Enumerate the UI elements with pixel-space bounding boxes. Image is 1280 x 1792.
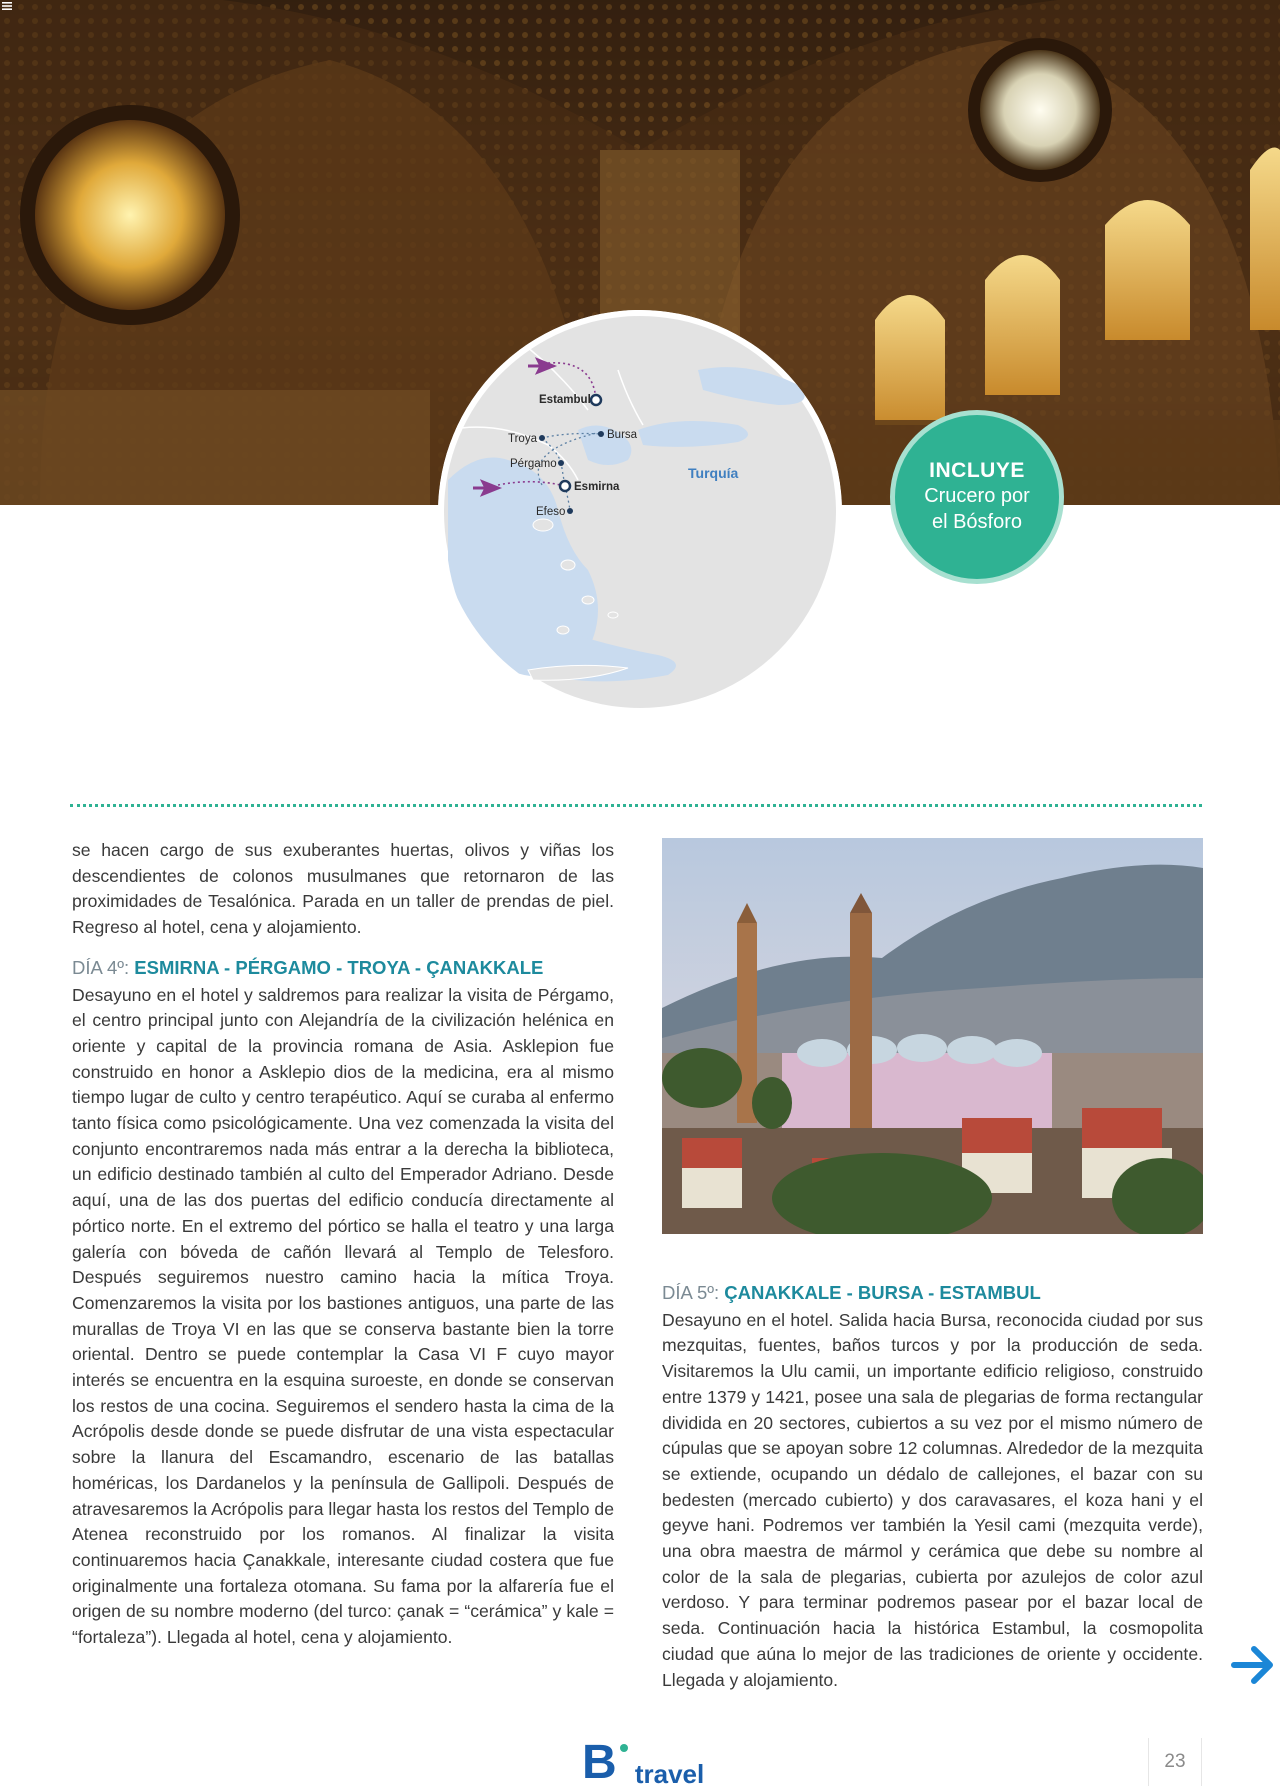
city-dot-bursa xyxy=(598,431,604,437)
logo-dot xyxy=(620,1744,628,1752)
logo-letter: B xyxy=(582,1736,617,1789)
day5-heading xyxy=(662,1280,1203,1306)
next-page-arrow-icon[interactable] xyxy=(1228,1640,1278,1690)
route-map-graphic xyxy=(438,310,842,714)
country-label: Turquía xyxy=(688,465,739,481)
right-column xyxy=(662,1280,1203,1693)
city-dot-pergamo xyxy=(558,460,564,466)
day4-route: ESMIRNA - PÉRGAMO - TROYA - ÇANAKKALE xyxy=(134,956,544,978)
page-number: 23 xyxy=(1148,1738,1202,1786)
day4-heading xyxy=(72,955,614,981)
city-dot-troya xyxy=(539,435,545,441)
includes-badge xyxy=(890,410,1064,584)
bursa-cityscape-illustration xyxy=(662,838,1203,1234)
logo-word: travel xyxy=(634,1759,705,1789)
left-column xyxy=(72,838,614,1651)
badge-line-1: Crucero por xyxy=(924,485,1030,507)
day5-route: ÇANAKKALE - BURSA - ESTAMBUL xyxy=(724,1282,1041,1303)
city-dot-estambul xyxy=(591,395,601,405)
city-label-esmirna: Esmirna xyxy=(574,481,620,493)
city-label-efeso: Efeso xyxy=(536,506,566,518)
city-label-troya: Troya xyxy=(508,433,537,445)
city-label-bursa: Bursa xyxy=(607,429,638,441)
city-dot-esmirna xyxy=(560,481,570,491)
section-divider xyxy=(70,804,1202,807)
intro-paragraph: se hacen cargo de sus exuberantes huertas, olivos y viñas los descendientes de colonos musulmanes que retornaron de las proximidades de Tesalónica. Parada en un taller de prendas de piel. Regreso al hotel, cena y alojamiento. xyxy=(72,840,614,938)
city-label-estambul: Estambul xyxy=(539,394,591,406)
day4-text: Desayuno en el hotel y saldremos para realizar la visita de Pérgamo, el centro principal junto con Alejandría de la civilización helénica en oriente y capital de la provincia romana de Asia. Asklepion fue construido en honor a Asklepio dios de la medicina, era al mismo tiempo lugar de culto y centro terapéutico. Aquí se curaba al enfermo tanto física como psicológicamente. Una vez comenzada la visita del conjunto encontraremos nada más entrar a la derecha la biblioteca, un edificio destinado también al culto del Emperador Adriano. Desde aquí, una de las dos puertas del edificio conducía directamente al pórtico norte. En el extremo del pórtico se halla el teatro y una larga galería con bóveda de cañón llevará al Templo de Telesforo. Después seguiremos nuestro camino hacia la mítica Troya. Comenzaremos la visita por los bastiones antiguos, una parte de las murallas de Troya VI en las que se conserva bastante bien la torre oriental. Dentro se puede contemplar la Casa VI F cuyo mayor interés se encuentra en la esquina suroeste, en donde se conservan los restos de una cocina. Seguiremos el sendero hasta la cima de la Acrópolis desde donde se puede disfrutar de una vista espectacular sobre la llanura del Escamandro, escenario de las batallas homéricas, los Dardanelos y la península de Gallipoli. Después de atravesaremos la Acrópolis para llegar hasta los restos del Templo de Atenea reconstruido por los romanos. Al finalizar la visita continuaremos hacia Çanakkale, interesante ciudad costera que fue originalmente una fortaleza otomana. Su fama por la alfarería fue el origen de su nombre moderno (del turco: çanak = “cerámica” y kale = “fortaleza”). Llegada al hotel, cena y alojamiento. xyxy=(72,984,614,1648)
route-map xyxy=(438,310,842,714)
btravel-logo xyxy=(582,1735,704,1790)
city-label-pergamo: Pérgamo xyxy=(510,458,557,470)
badge-title: INCLUYE xyxy=(929,459,1025,482)
day5-label: DÍA 5º: xyxy=(662,1282,720,1303)
day5-text: Desayuno en el hotel. Salida hacia Bursa, reconocida ciudad por sus mezquitas, fuentes, baños turcos y por la producción de seda. Visitaremos la Ulu camii, un importante edificio religioso, construido entre 1379 y 1421, posee una sala de plegarias de forma rectangular dividida en 20 sectores, cubiertos a su vez por el mismo número de cúpulas que se apoyan sobre 12 columnas. Alrededor de la mezquita se extiende, ocupando un dédalo de callejones, el bazar con su bedesten (mercado cubierto) y dos caravasares, el koza hani y el geyve hani. Podremos ver también la Yesil cami (mezquita verde), una obra maestra de mármol y cerámica que debe su nombre al color de la sala de plegarias, cubierta por azulejos de color azul verdoso. Y para terminar podremos pasear por el bazar local de seda. Continuación hacia la histórica Estambul, la cosmopolita ciudad que aúna lo mejor de las tradiciones de oriente y occidente. Llegada y alojamiento. xyxy=(662,1309,1203,1690)
badge-line-2: el Bósforo xyxy=(931,511,1023,533)
day4-label: DÍA 4º: xyxy=(72,956,130,978)
bursa-mosque-photo xyxy=(662,838,1203,1234)
city-dot-efeso xyxy=(567,508,573,514)
menu-icon[interactable] xyxy=(0,0,14,12)
